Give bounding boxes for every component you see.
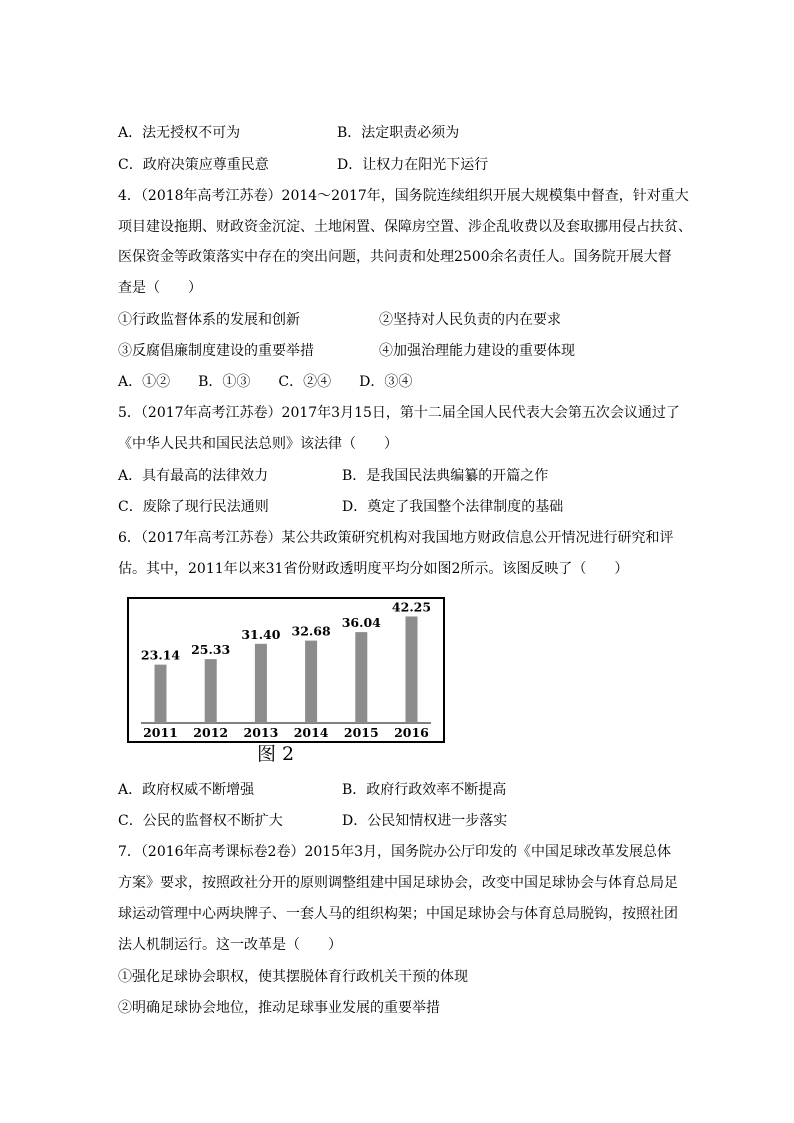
bar-2016: [406, 616, 418, 723]
q4-stem-line-4: 查是（ ）: [118, 280, 202, 296]
q6-option-a: A．政府权威不断增强: [118, 782, 255, 798]
transparency-bar-chart: [127, 597, 445, 743]
q4-stem-line-1: 4．（2018年高考江苏卷）2014～2017年，国务院连续组织开展大规模集中督查，针对重大: [118, 188, 689, 204]
bar-2015: [355, 632, 367, 723]
q6-stem-line-2: 估。其中，2011年以来31省份财政透明度平均分如图2所示。该图反映了（ ）: [118, 561, 629, 577]
bar-2012: [205, 659, 217, 723]
figure-caption: 图 2: [257, 743, 295, 765]
category-label-2012: 2012: [193, 725, 229, 740]
value-label-2014: 32.68: [291, 623, 331, 639]
q6-stem-line-1: 6．（2017年高考江苏卷）某公共政策研究机构对我国地方财政信息公开情况进行研究和评: [118, 530, 674, 546]
q5-stem-line-2: 《中华人民共和国民法总则》该法律（ ）: [118, 436, 398, 452]
q4-stem-line-3: 医保资金等政策落实中存在的突出问题，共问责和处理2500余名责任人。国务院开展大督: [118, 249, 672, 265]
q3-option-c: C．政府决策应尊重民意: [118, 157, 269, 173]
category-label-2013: 2013: [243, 725, 279, 740]
value-label-2012: 25.33: [191, 642, 231, 658]
category-label-2016: 2016: [394, 725, 429, 740]
q5-stem-line-1: 5．（2017年高考江苏卷）2017年3月15日，第十二届全国人民代表大会第五次会议通过了: [118, 405, 680, 421]
q5-option-d: D．奠定了我国整个法律制度的基础: [342, 499, 564, 515]
q4-item-2: ②坚持对人民负责的内在要求: [379, 312, 561, 328]
q5-option-c: C．废除了现行民法通则: [118, 499, 269, 515]
q7-item-2: ②明确足球协会地位，推动足球事业发展的重要举措: [118, 1000, 440, 1016]
q6-option-b: B．政府行政效率不断提高: [342, 782, 507, 798]
q4-stem-line-2: 项目建设拖期、财政资金沉淀、土地闲置、保障房空置、涉企乱收费以及套取挪用侵占扶贫、: [118, 219, 692, 235]
q3-option-b: B．法定职责必须为: [337, 125, 460, 141]
q5-option-b: B．是我国民法典编纂的开篇之作: [342, 468, 549, 484]
value-label-2013: 31.40: [241, 626, 281, 642]
q7-stem-line-3: 球运动管理中心两块牌子、一套人马的组织构架；中国足球协会与体育总局脱钩，按照社团: [118, 906, 678, 922]
category-label-2015: 2015: [343, 725, 379, 740]
q6-option-c: C．公民的监督权不断扩大: [118, 813, 283, 829]
q4-item-3: ③反腐倡廉制度建设的重要举措: [118, 343, 314, 359]
bar-2014: [305, 641, 317, 723]
q4-item-4: ④加强治理能力建设的重要体现: [379, 343, 575, 359]
q7-stem-line-1: 7．（2016年高考课标卷2卷）2015年3月，国务院办公厅印发的《中国足球改革发展总体: [118, 844, 671, 860]
value-label-2011: 23.14: [140, 647, 181, 663]
value-label-2015: 36.04: [341, 615, 381, 631]
q4-item-1: ①行政监督体系的发展和创新: [118, 312, 300, 328]
chart-frame: [128, 598, 444, 742]
q7-stem-line-4: 法人机制运行。这一改革是（ ）: [118, 937, 342, 953]
value-label-2016: 42.25: [391, 599, 432, 615]
bar-2013: [255, 644, 267, 723]
q6-option-d: D．公民知情权进一步落实: [342, 813, 508, 829]
q7-item-1: ①强化足球协会职权，使其摆脱体育行政机关干预的体现: [118, 969, 468, 985]
q5-option-a: A．具有最高的法律效力: [118, 468, 269, 484]
bar-2011: [155, 665, 167, 723]
category-label-2011: 2011: [143, 725, 178, 740]
q4-choices: A．①② B．①③ C．②④ D．③④: [118, 374, 413, 390]
q7-stem-line-2: 方案》要求，按照政社分开的原则调整组建中国足球协会，改变中国足球协会与体育总局足: [118, 875, 678, 891]
category-label-2014: 2014: [293, 725, 329, 740]
q3-option-d: D．让权力在阳光下运行: [337, 157, 489, 173]
q3-option-a: A．法无授权不可为: [118, 125, 241, 141]
